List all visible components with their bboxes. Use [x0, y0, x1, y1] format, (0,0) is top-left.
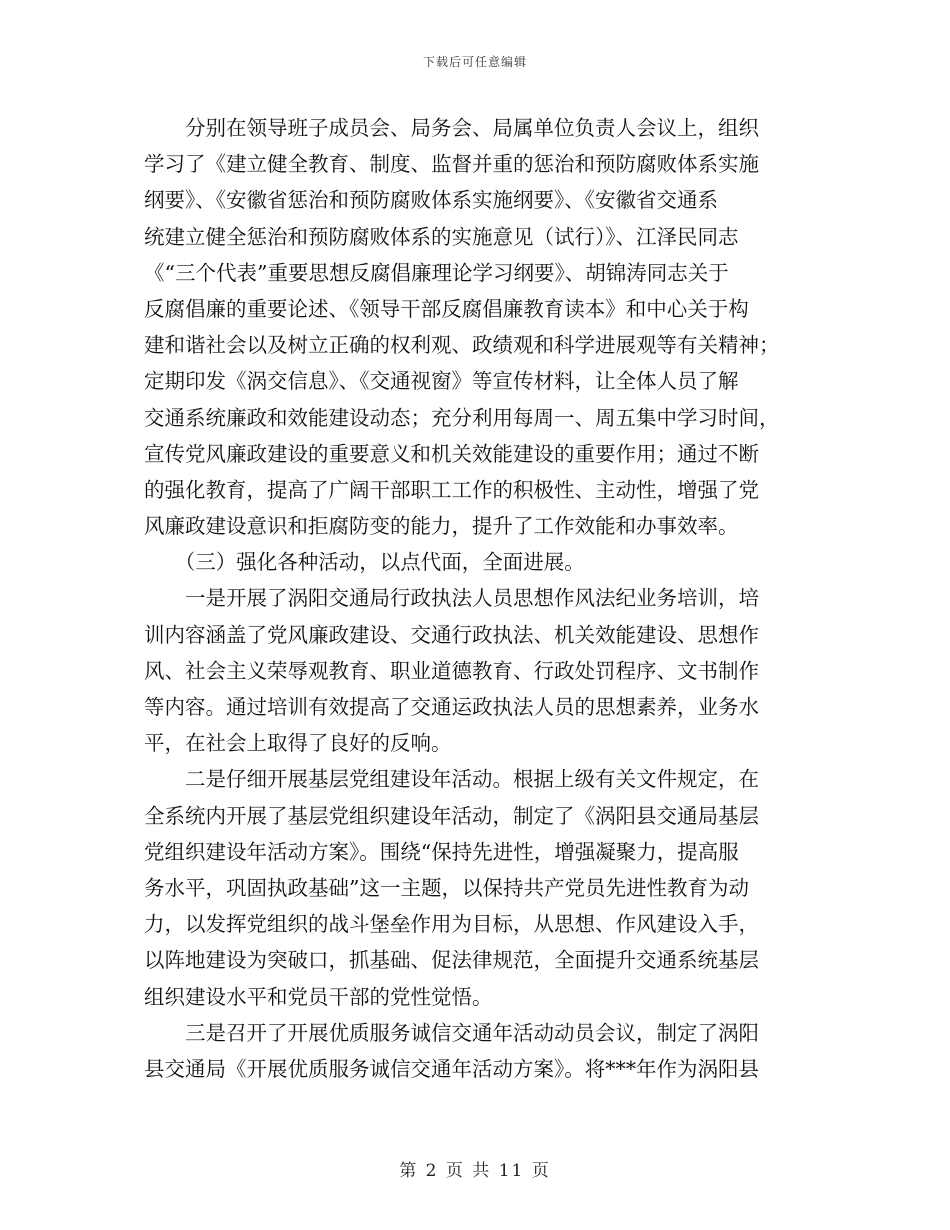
text-line: 平，在社会上取得了良好的反响。: [144, 731, 452, 756]
text-line: 二是仔细开展基层党组建设年活动。根据上级有关文件规定，在: [144, 767, 759, 792]
text-line: 分别在领导班子成员会、局务会、局属单位负责人会议上，组织: [144, 116, 759, 140]
text-line: 建和谐社会以及树立正确的权利观、政绩观和科学进展观等有关精神；: [144, 333, 780, 358]
text-line: 组织建设水平和党员干部的党性觉悟。: [144, 984, 493, 1009]
text-line: 定期印发《涡交信息》、《交通视窗》等宣传材料，让全体人员了解: [144, 369, 739, 394]
text-line: 宣传党风廉政建设的重要意义和机关效能建设的重要作用；通过不断: [144, 441, 759, 466]
text-line: 《“三个代表”重要思想反腐倡廉理论学习纲要》、胡锦涛同志关于: [144, 260, 729, 285]
text-line: 县交通局《开展优质服务诚信交通年活动方案》。将***年作为涡阳县: [144, 1056, 759, 1081]
text-line: 等内容。通过培训有效提高了交通运政执法人员的思想素养，业务水: [144, 695, 759, 719]
text-line: 全系统内开展了基层党组织建设年活动，制定了《涡阳县交通局基层: [144, 803, 759, 828]
text-line: 统建立健全惩治和预防腐败体系的实施意见（试行）》、江泽民同志: [144, 224, 739, 249]
text-line: 训内容涵盖了党风廉政建设、交通行政执法、机关效能建设、思想作: [144, 622, 759, 647]
page-footer: 第 2 页 共 11 页: [399, 1161, 551, 1181]
text-line: 务水平，巩固执政基础”这一主题，以保持共产党员先进性教育为动: [144, 875, 749, 900]
text-line: 党组织建设年活动方案》。围绕“保持先进性，增强凝聚力，提高服: [144, 839, 739, 864]
text-line: 力，以发挥党组织的战斗堡垒作用为目标，从思想、作风建设入手，: [144, 912, 759, 937]
document-body: [144, 110, 806, 1087]
text-line: 以阵地建设为突破口，抓基础、促法律规范，全面提升交通系统基层: [144, 948, 759, 973]
section-heading: （三）强化各种活动，以点代面，全面进展。: [144, 550, 585, 575]
text-line: 三是召开了开展优质服务诚信交通年活动动员会议，制定了涡阳: [144, 1020, 759, 1045]
text-line: 风廉政建设意识和拒腐防变的能力，提升了工作效能和办事效率。: [144, 514, 739, 539]
text-line: 反腐倡廉的重要论述、《领导干部反腐倡廉教育读本》和中心关于构: [144, 296, 749, 321]
text-line: 一是开展了涡阳交通局行政执法人员思想作风法纪业务培训，培: [144, 586, 759, 611]
page-header: 下载后可任意编辑: [422, 55, 527, 69]
text-line: 学习了《建立健全教育、制度、监督并重的惩治和预防腐败体系实施: [144, 152, 759, 177]
text-line: 风、社会主义荣辱观教育、职业道德教育、行政处罚程序、文书制作: [144, 658, 759, 683]
text-line: 的强化教育，提高了广阔干部职工工作的积极性、主动性，增强了党: [144, 477, 759, 502]
text-line: 纲要》、《安徽省惩治和预防腐败体系实施纲要》、《安徽省交通系: [144, 188, 718, 213]
text-line: 交通系统廉政和效能建设动态；充分利用每周一、周五集中学习时间，: [144, 405, 780, 430]
